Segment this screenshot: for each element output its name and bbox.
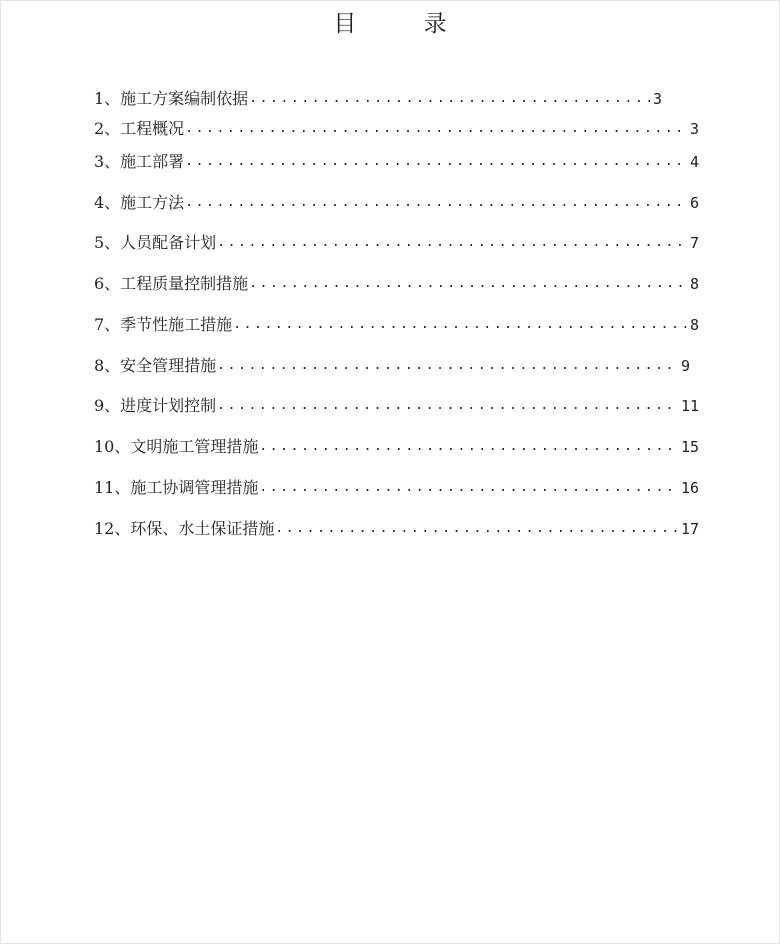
toc-leader <box>249 88 650 110</box>
toc-leader <box>249 273 687 295</box>
toc-entry-page: 16 <box>680 479 699 497</box>
toc-entry-label: 10、文明施工管理措施 <box>94 437 259 456</box>
toc-title: 目 录 <box>333 11 477 37</box>
toc-entry-label: 8、安全管理措施 <box>94 356 217 375</box>
toc-leader <box>233 314 687 336</box>
toc-entry-page: 3 <box>652 90 662 108</box>
toc-entry-label: 7、季节性施工措施 <box>94 315 233 334</box>
toc-leader <box>259 436 679 458</box>
toc-entry[interactable] <box>94 477 699 499</box>
toc-entry-page: 3 <box>689 120 699 138</box>
toc-entry[interactable] <box>94 118 699 140</box>
toc-entry-page: 8 <box>689 316 699 334</box>
toc-entry-page: 17 <box>680 520 699 538</box>
toc-entry-label: 12、环保、水土保证措施 <box>94 519 275 538</box>
toc-entry-page: 7 <box>689 234 699 252</box>
toc-entry-label: 5、人员配备计划 <box>94 233 217 252</box>
toc-entry-page: 8 <box>689 275 699 293</box>
toc-leader <box>185 118 687 140</box>
toc-leader <box>185 192 687 214</box>
toc-entry-label: 2、工程概况 <box>94 119 185 138</box>
toc-entry[interactable] <box>94 314 699 336</box>
toc-entry-label: 11、施工协调管理措施 <box>94 478 259 497</box>
toc-leader <box>217 355 678 377</box>
toc-entry-page: 15 <box>680 438 699 456</box>
toc-leader <box>217 395 679 417</box>
toc-entry[interactable] <box>94 355 690 377</box>
toc-entry-page: 9 <box>680 357 690 375</box>
toc-entry[interactable] <box>94 436 699 458</box>
toc-leader <box>275 518 679 540</box>
toc-leader <box>259 477 679 499</box>
toc-entry-label: 9、进度计划控制 <box>94 396 217 415</box>
toc-entry-page: 11 <box>680 397 699 415</box>
toc-entry-label: 1、施工方案编制依据 <box>94 89 249 108</box>
toc-entry[interactable] <box>94 273 699 295</box>
toc-entry[interactable] <box>94 151 699 173</box>
toc-entry[interactable] <box>94 192 699 214</box>
toc-entry-page: 4 <box>689 153 699 171</box>
toc-entry-label: 4、施工方法 <box>94 193 185 212</box>
toc-entry-label: 6、工程质量控制措施 <box>94 274 249 293</box>
toc-entry-page: 6 <box>689 194 699 212</box>
toc-leader <box>217 232 687 254</box>
toc-entry[interactable] <box>94 395 699 417</box>
toc-entry[interactable] <box>94 518 699 540</box>
toc-leader <box>185 151 687 173</box>
toc-entry[interactable] <box>94 88 662 110</box>
toc-entry-label: 3、施工部署 <box>94 152 185 171</box>
toc-entry[interactable] <box>94 232 699 254</box>
